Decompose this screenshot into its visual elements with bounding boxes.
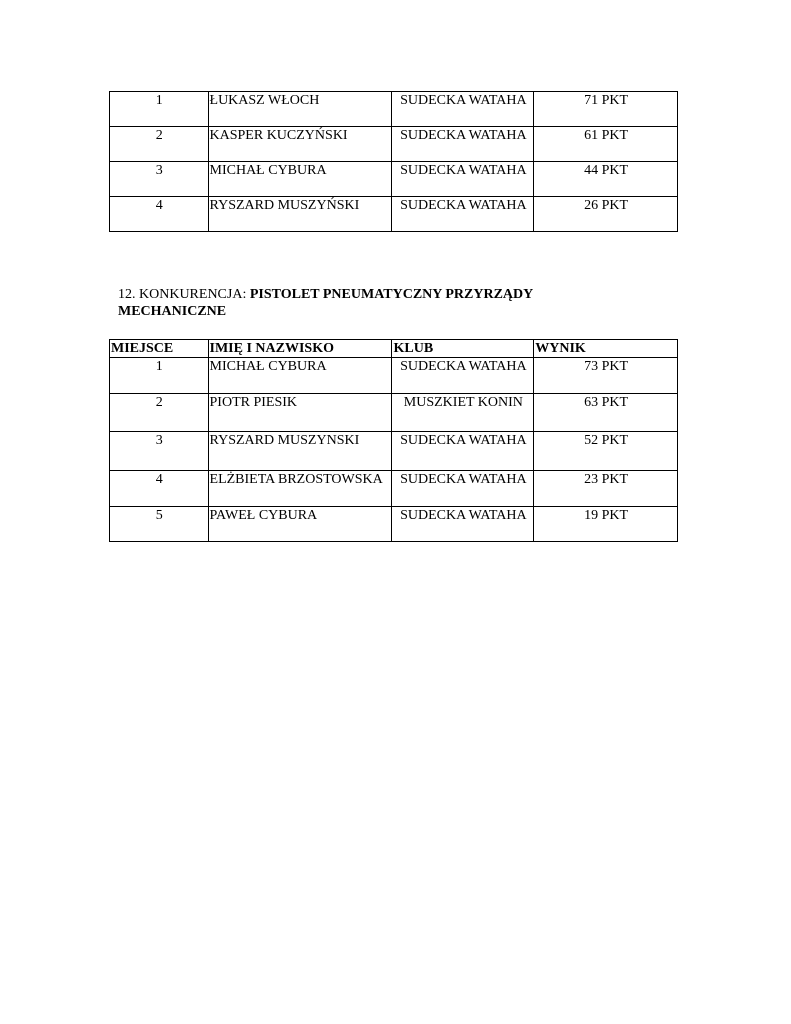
table-row	[110, 127, 678, 162]
name-cell: MICHAŁ CYBURA	[208, 162, 392, 197]
results-table-2	[109, 339, 678, 542]
club-cell: SUDECKA WATAHA	[392, 471, 534, 507]
header-name: IMIĘ I NAZWISKO	[208, 340, 392, 358]
place-cell: 1	[110, 358, 209, 394]
table-row	[110, 197, 678, 232]
header-score: WYNIK	[534, 340, 678, 358]
name-cell: MICHAŁ CYBURA	[208, 358, 392, 394]
place-cell: 2	[110, 127, 209, 162]
score-cell: 73 PKT	[534, 358, 678, 394]
place-cell: 4	[110, 197, 209, 232]
club-cell: MUSZKIET KONIN	[392, 394, 534, 432]
club-cell: SUDECKA WATAHA	[392, 127, 534, 162]
score-cell: 61 PKT	[534, 127, 678, 162]
name-cell: PIOTR PIESIK	[208, 394, 392, 432]
header-place: MIEJSCE	[110, 340, 209, 358]
table-row	[110, 358, 678, 394]
score-cell: 26 PKT	[534, 197, 678, 232]
club-cell: SUDECKA WATAHA	[392, 162, 534, 197]
place-cell: 5	[110, 507, 209, 542]
name-cell: KASPER KUCZYŃSKI	[208, 127, 392, 162]
place-cell: 3	[110, 432, 209, 471]
name-cell: RYSZARD MUSZYNSKI	[208, 432, 392, 471]
table-row	[110, 432, 678, 471]
club-cell: SUDECKA WATAHA	[392, 92, 534, 127]
name-cell: ŁUKASZ WŁOCH	[208, 92, 392, 127]
place-cell: 1	[110, 92, 209, 127]
place-cell: 4	[110, 471, 209, 507]
table-row	[110, 162, 678, 197]
section-prefix: 12. KONKURENCJA:	[118, 287, 250, 302]
section-title: PISTOLET PNEUMATYCZNY PRZYRZĄDY MECHANICZNE	[118, 287, 533, 319]
table-row	[110, 394, 678, 432]
club-cell: SUDECKA WATAHA	[392, 358, 534, 394]
place-cell: 2	[110, 394, 209, 432]
club-cell: SUDECKA WATAHA	[392, 197, 534, 232]
table-row	[110, 92, 678, 127]
score-cell: 71 PKT	[534, 92, 678, 127]
club-cell: SUDECKA WATAHA	[392, 507, 534, 542]
table-row	[110, 507, 678, 542]
score-cell: 52 PKT	[534, 432, 678, 471]
name-cell: PAWEŁ CYBURA	[208, 507, 392, 542]
club-cell: SUDECKA WATAHA	[392, 432, 534, 471]
table-row	[110, 471, 678, 507]
score-cell: 19 PKT	[534, 507, 678, 542]
score-cell: 23 PKT	[534, 471, 678, 507]
header-club: KLUB	[392, 340, 534, 358]
place-cell: 3	[110, 162, 209, 197]
score-cell: 44 PKT	[534, 162, 678, 197]
name-cell: RYSZARD MUSZYŃSKI	[208, 197, 392, 232]
table-header-row	[110, 340, 678, 358]
results-table-1	[109, 91, 678, 232]
score-cell: 63 PKT	[534, 394, 678, 432]
section-heading	[118, 286, 638, 320]
name-cell: ELŻBIETA BRZOSTOWSKA	[208, 471, 392, 507]
